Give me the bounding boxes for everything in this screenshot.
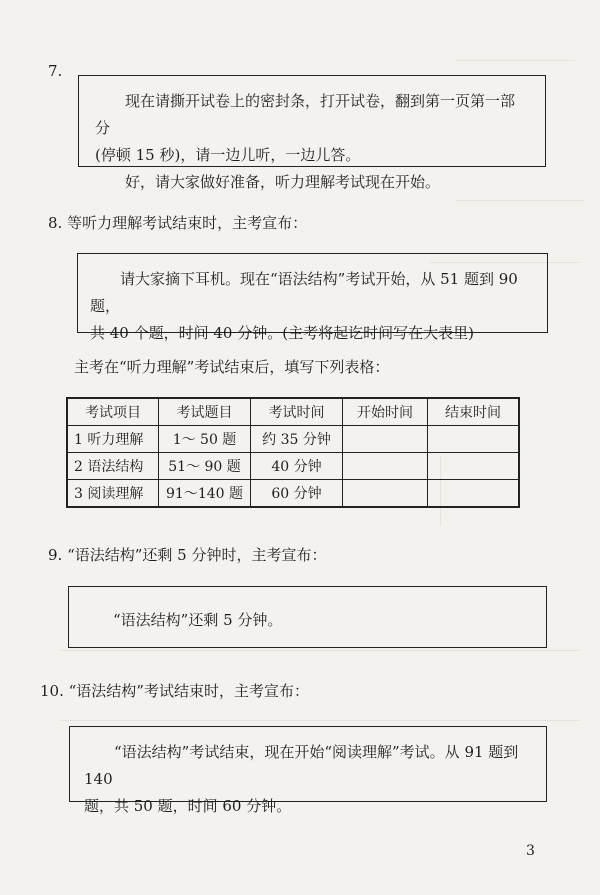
cell-duration: 约 35 分钟 xyxy=(251,426,343,453)
bleed-through-line xyxy=(60,650,580,651)
item-10-heading: 10. “语法结构”考试结束时，主考宣布： xyxy=(40,682,309,700)
table-row xyxy=(67,480,519,508)
item-10-announcement-box xyxy=(69,726,547,815)
cell-end-time xyxy=(428,453,520,480)
item-8-heading: 8. 等听力理解考试结束时，主考宣布： xyxy=(48,214,308,232)
cell-questions: 91～140 题 xyxy=(159,480,251,508)
cell-section: 2 语法结构 xyxy=(67,453,159,480)
item-9-heading: 9. “语法结构”还剩 5 分钟时，主考宣布： xyxy=(48,546,327,564)
page-number: 3 xyxy=(526,843,535,859)
cell-end-time xyxy=(428,426,520,453)
cell-section: 1 听力理解 xyxy=(67,426,159,453)
cell-end-time xyxy=(428,480,520,508)
item-9-line: “语法结构”还剩 5 分钟。 xyxy=(113,611,283,629)
item-8-line-2: 共 40 个题，时间 40 分钟。(主考将起讫时间写在大表里) xyxy=(90,324,474,342)
cell-questions: 1～ 50 题 xyxy=(159,426,251,453)
item-8-line-1: 请大家摘下耳机。现在“语法结构”考试开始，从 51 题到 90 题， xyxy=(90,270,518,315)
item-7-line-3: 好，请大家做好准备，听力理解考试现在开始。 xyxy=(125,173,441,191)
table-row xyxy=(67,453,519,480)
cell-duration: 60 分钟 xyxy=(251,480,343,508)
cell-start-time xyxy=(343,453,428,480)
cell-duration: 40 分钟 xyxy=(251,453,343,480)
cell-questions: 51～ 90 题 xyxy=(159,453,251,480)
item-7-line-1: 现在请撕开试卷上的密封条，打开试卷，翻到第一页第一部分 xyxy=(95,92,516,137)
table-row xyxy=(67,426,519,453)
cell-section: 3 阅读理解 xyxy=(67,480,159,508)
item-10-line-1: “语法结构”考试结束，现在开始“阅读理解”考试。从 91 题到 140 xyxy=(84,743,519,788)
bleed-through-line xyxy=(455,200,585,201)
item-7-number: 7. xyxy=(48,62,63,80)
cell-start-time xyxy=(343,480,428,508)
header-exam-section: 考试项目 xyxy=(67,398,159,426)
header-exam-questions: 考试题目 xyxy=(159,398,251,426)
header-start-time: 开始时间 xyxy=(343,398,428,426)
item-7-announcement-box xyxy=(78,75,546,191)
item-10-line-2: 题，共 50 题，时间 60 分钟。 xyxy=(84,797,292,815)
item-8-announcement-box xyxy=(77,253,548,342)
item-9-announcement-box xyxy=(68,586,547,648)
bleed-through-line xyxy=(455,60,575,61)
exam-schedule-table xyxy=(66,397,520,508)
table-intro: 主考在“听力理解”考试结束后，填写下列表格： xyxy=(74,358,390,376)
bleed-through-line xyxy=(60,720,580,721)
header-end-time: 结束时间 xyxy=(428,398,520,426)
item-7-line-2: (停顿 15 秒)，请一边儿听，一边儿答。 xyxy=(95,146,361,164)
table-header-row xyxy=(67,398,519,426)
cell-start-time xyxy=(343,426,428,453)
header-exam-duration: 考试时间 xyxy=(251,398,343,426)
